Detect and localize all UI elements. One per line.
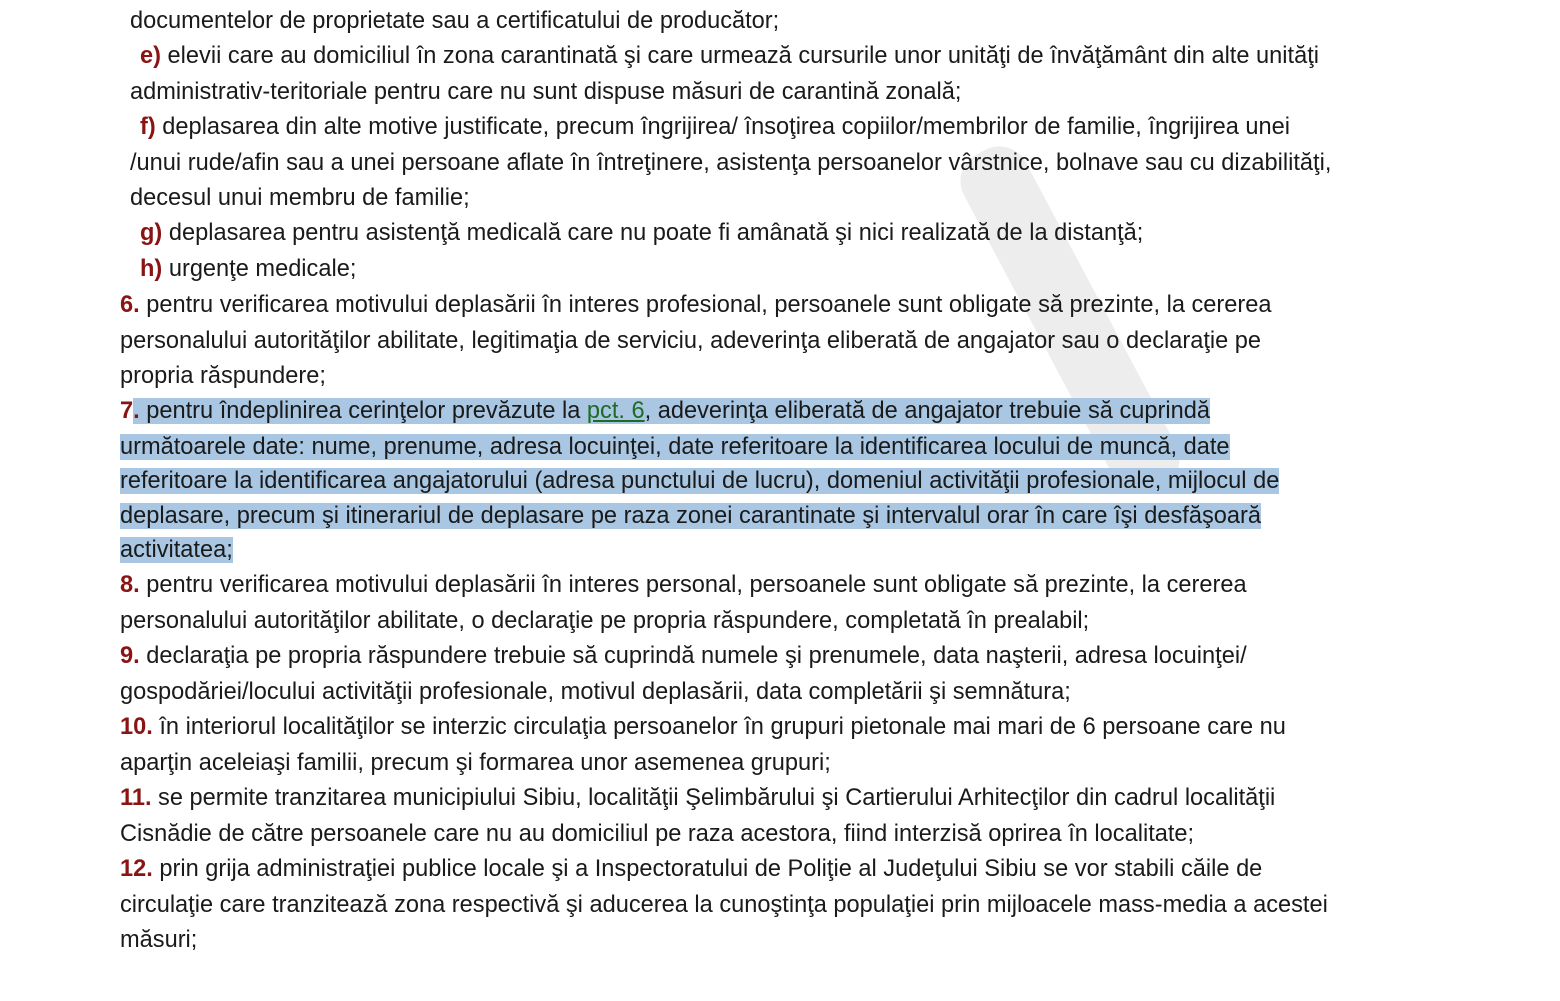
- list-item-e: [140, 41, 1452, 71]
- item-label: f): [140, 114, 156, 140]
- paragraph-text: prin grija administraţiei publice locale şi a Inspectoratului de Poliţie al Judeţului Sibiu se vor stabili căile de: [152, 856, 1263, 882]
- text-line: personalului autorităţilor abilitate, o declaraţie pe propria răspundere, completată în prealabil;: [120, 608, 1090, 634]
- paragraph-8: [120, 570, 1247, 600]
- item-text: urgenţe medicale;: [162, 256, 357, 282]
- paragraph-text: declaraţia pe propria răspundere trebuie să cuprindă numele şi prenumele, data naşterii, adresa locuinţei/: [139, 643, 1247, 669]
- text-line: personalului autorităţilor abilitate, legitimaţia de serviciu, adeverinţa eliberată de angajator sau o declaraţie pe: [120, 328, 1262, 354]
- text-line[interactable]: [120, 466, 1279, 496]
- selected-text[interactable]: referitoare la identificarea angajatorului (adresa punctului de lucru), domeniul activităţii profesionale, mijlocul de: [120, 468, 1280, 494]
- selected-text[interactable]: următoarele date: nume, prenume, adresa locuinţei, date referitoare la identificarea locului de muncă, date: [120, 434, 1230, 460]
- paragraph-number: 11.: [120, 785, 152, 811]
- text-line: măsuri;: [120, 927, 198, 953]
- paragraph-text: pentru verificarea motivului deplasării în interes profesional, persoanele sunt obligate să prezinte, la cererea: [139, 292, 1272, 318]
- item-text: deplasarea din alte motive justificate, precum îngrijirea/ însoţirea copiilor/membrilor de familie, îngrijirea unei: [155, 114, 1291, 140]
- pct-6-link[interactable]: pct. 6: [586, 398, 645, 424]
- text-line: aparţin aceleiaşi familii, precum şi formarea unor asemenea grupuri;: [120, 750, 831, 776]
- paragraph-number: 10.: [120, 714, 153, 740]
- item-label: h): [140, 256, 163, 282]
- selected-text[interactable]: activitatea;: [120, 537, 233, 563]
- paragraph-9: [120, 641, 1247, 671]
- paragraph-text: se permite tranzitarea municipiului Sibiu, localităţii Şelimbărului şi Cartierului Arhitecţilor din cadrul localităţii: [151, 785, 1276, 811]
- text-line[interactable]: [120, 432, 1230, 462]
- selected-text[interactable]: pentru îndeplinirea cerinţelor prevăzute la: [139, 398, 587, 424]
- selected-text[interactable]: , adeverinţa eliberată de angajator trebuie să cuprindă: [644, 398, 1210, 424]
- list-item-g: [140, 218, 1143, 248]
- text-line: documentelor de proprietate sau a certificatului de producător;: [130, 8, 780, 34]
- text-line[interactable]: [120, 501, 1261, 531]
- paragraph-number: 8.: [120, 572, 140, 598]
- text-line: decesul unui membru de familie;: [130, 185, 470, 211]
- paragraph-10: [120, 712, 1286, 742]
- text-line: propria răspundere;: [120, 363, 326, 389]
- paragraph-6: [120, 290, 1272, 320]
- item-text: deplasarea pentru asistenţă medicală care nu poate fi amânată şi nici realizată de la distanţă;: [162, 220, 1144, 246]
- text-line: circulaţie care tranzitează zona respectivă şi aducerea la cunoştinţa populaţiei prin mijloacele mass-media a acestei: [120, 892, 1328, 918]
- paragraph-number: 9.: [120, 643, 140, 669]
- paragraph-number: 12.: [120, 856, 153, 882]
- paragraph-7[interactable]: [120, 396, 1210, 426]
- item-text: elevii care au domiciliul în zona carantinată şi care urmează cursurile unor unităţi de învăţământ din alte unităţi: [160, 43, 1320, 69]
- paragraph-12: [120, 854, 1262, 884]
- list-item-h: [140, 254, 356, 284]
- paragraph-number: 6.: [120, 292, 140, 318]
- paragraph-text: în interiorul localităţilor se interzic circulaţia persoanelor în grupuri pietonale mai mari de 6 persoane care nu: [152, 714, 1286, 740]
- paragraph-11: [120, 783, 1275, 813]
- paragraph-text: pentru verificarea motivului deplasării în interes personal, persoanele sunt obligate să prezinte, la cererea: [139, 572, 1247, 598]
- text-line: Cisnădie de către persoanele care nu au domiciliul pe raza acestora, fiind interzisă oprirea în localitate;: [120, 821, 1195, 847]
- text-line: administrativ-teritoriale pentru care nu sunt dispuse măsuri de carantină zonală;: [130, 79, 962, 105]
- text-line[interactable]: [120, 535, 233, 565]
- text-line: /unui rude/afin sau a unei persoane aflate în întreţinere, asistenţa persoanelor vârstnice, bolnave sau cu dizabilităţi,: [130, 150, 1332, 176]
- list-item-f: [140, 112, 1290, 142]
- selected-text[interactable]: deplasare, precum şi itinerariul de deplasare pe raza zonei carantinate şi intervalul orar în care îşi desfăşoară: [120, 503, 1261, 529]
- item-label: g): [140, 220, 163, 246]
- text-line: gospodăriei/locului activităţii profesionale, motivul deplasării, data completării şi semnătura;: [120, 679, 1071, 705]
- paragraph-number: 7: [120, 398, 134, 424]
- item-label: e): [140, 43, 161, 69]
- paragraph-number-dot: .: [133, 398, 140, 424]
